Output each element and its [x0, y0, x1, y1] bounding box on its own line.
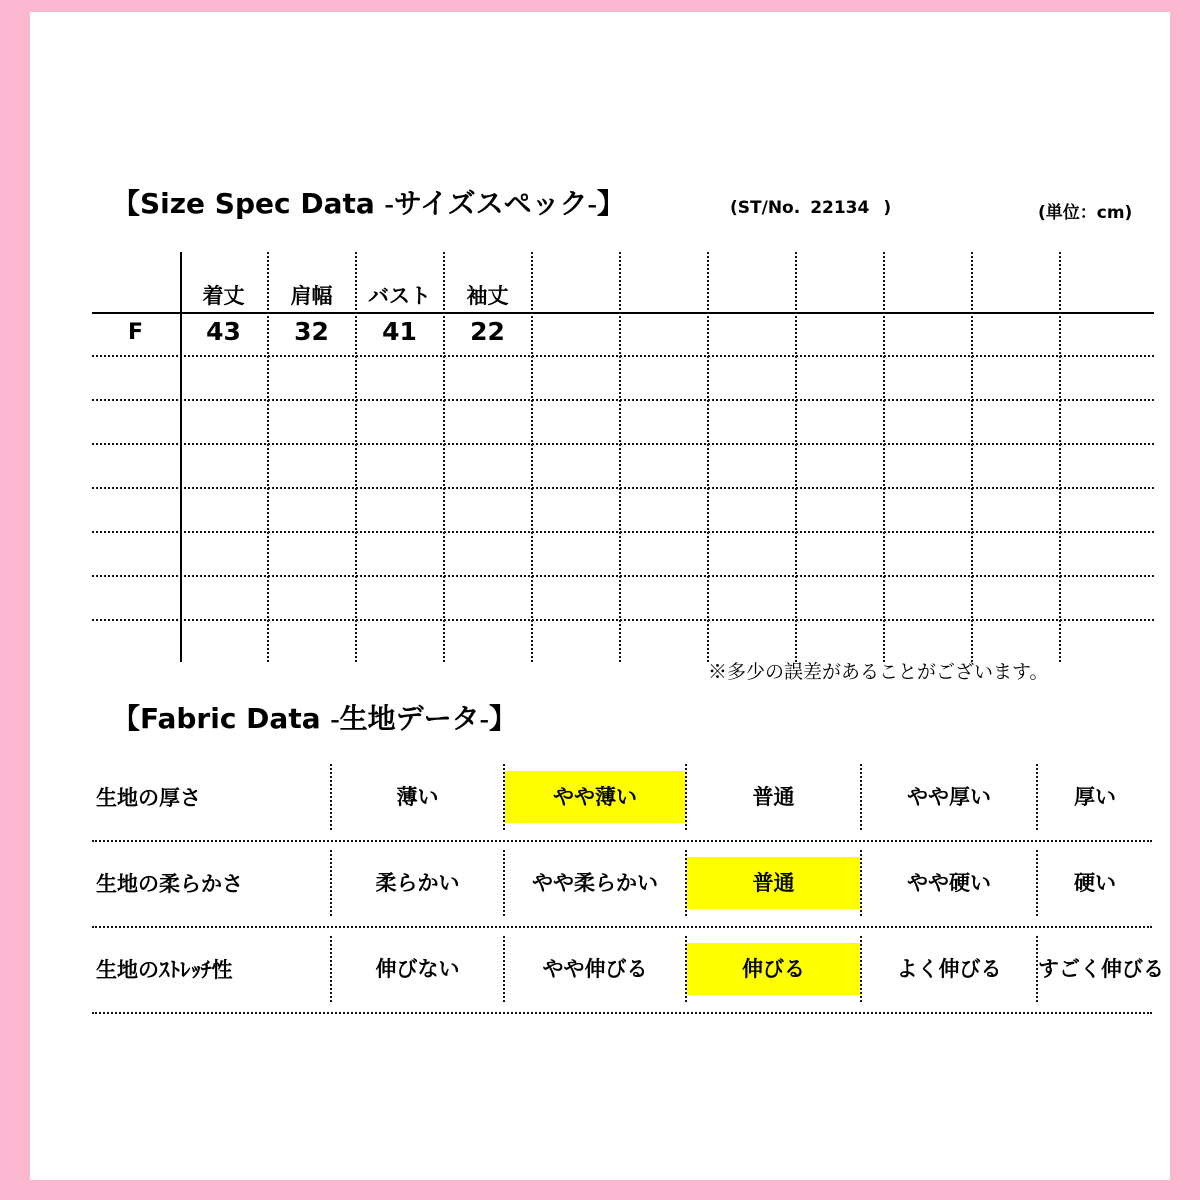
- spec-sheet: [30, 12, 1170, 1180]
- column-header-1: 肩幅: [290, 284, 333, 308]
- fabric-row-softness: [92, 840, 1152, 926]
- fabric-option-2-0[interactable]: 伸びない: [375, 957, 460, 981]
- grid-vline-9: [971, 252, 973, 662]
- fabric-row-stretch: [92, 926, 1164, 1012]
- fabric-data-table: [92, 754, 1164, 1012]
- grid-hline-header: [92, 312, 1154, 314]
- size-spec-table: [92, 252, 1154, 662]
- fabric-option-0-3[interactable]: やや厚い: [907, 785, 991, 809]
- fabric-row-label-softness: 生地の柔らかさ: [96, 872, 243, 896]
- grid-vline-7: [795, 252, 797, 662]
- fabric-option-2-1[interactable]: やや伸びる: [542, 957, 648, 981]
- grid-hline-5: [92, 531, 1154, 533]
- grid-hline-6: [92, 575, 1154, 577]
- grid-hline-4: [92, 487, 1154, 489]
- size-spec-title-en: 【Size Spec Data: [112, 187, 385, 220]
- fabric-option-1-3[interactable]: やや硬い: [907, 871, 991, 895]
- brand-logo: Belle Ćie: [58, 23, 488, 112]
- fabric-option-0-1[interactable]: やや薄い: [505, 771, 685, 823]
- fabric-option-2-4[interactable]: すごく伸びる: [1038, 957, 1164, 981]
- grid-hline-2: [92, 399, 1154, 401]
- cell-value-0-2: 41: [382, 317, 417, 346]
- fabric-row-thickness: [92, 754, 1152, 840]
- fabric-data-title-en: 【Fabric Data: [112, 702, 331, 735]
- grid-hline-7: [92, 619, 1154, 621]
- grid-vline-2: [355, 252, 357, 662]
- grid-vline-5: [619, 252, 621, 662]
- fabric-option-2-3[interactable]: よく伸びる: [896, 957, 1002, 981]
- style-number-close: ): [883, 198, 892, 218]
- grid-vline-8: [883, 252, 885, 662]
- grid-vline-6: [707, 252, 709, 662]
- fabric-option-0-4[interactable]: 厚い: [1074, 785, 1116, 809]
- fabric-row-label-thickness: 生地の厚さ: [96, 786, 201, 810]
- fabric-option-0-2[interactable]: 普通: [752, 785, 795, 809]
- grid-vline-size: [180, 252, 182, 662]
- cell-value-0-1: 32: [294, 317, 329, 346]
- fabric-option-1-2[interactable]: 普通: [687, 857, 860, 909]
- fabric-row-label-stretch: 生地のｽﾄﾚｯﾁ性: [96, 958, 233, 982]
- fabric-option-1-0[interactable]: 柔らかい: [375, 871, 460, 895]
- cell-value-0-0: 43: [206, 317, 241, 346]
- fabric-row-sep-2: [92, 1012, 1152, 1014]
- column-header-2: バスト: [368, 284, 431, 308]
- grid-hline-1: [92, 355, 1154, 357]
- row-size-label: F: [128, 320, 144, 345]
- style-number-label: (ST/No.: [730, 198, 801, 218]
- grid-hline-3: [92, 443, 1154, 445]
- fabric-data-title: [112, 697, 517, 737]
- cell-value-0-3: 22: [470, 317, 505, 346]
- grid-vline-4: [531, 252, 533, 662]
- grid-vline-1: [267, 252, 269, 662]
- style-number-value: 22134: [810, 198, 870, 218]
- fabric-option-2-2[interactable]: 伸びる: [687, 943, 860, 995]
- column-header-3: 袖丈: [466, 284, 509, 308]
- size-spec-title-jp: -サイズスペック-】: [384, 189, 625, 220]
- fabric-data-title-jp: -生地データ-】: [330, 704, 517, 735]
- grid-vline-3: [443, 252, 445, 662]
- fabric-option-0-0[interactable]: 薄い: [396, 785, 439, 809]
- column-header-0: 着丈: [202, 284, 245, 308]
- fabric-option-1-4[interactable]: 硬い: [1074, 871, 1116, 895]
- style-number: [730, 198, 891, 218]
- unit-label: (単位：cm): [1038, 203, 1133, 223]
- measurement-note: ※多少の誤差があることがございます。: [708, 662, 1049, 683]
- size-spec-title: [112, 182, 625, 222]
- grid-vline-10: [1059, 252, 1061, 662]
- fabric-option-1-1[interactable]: やや柔らかい: [532, 871, 658, 895]
